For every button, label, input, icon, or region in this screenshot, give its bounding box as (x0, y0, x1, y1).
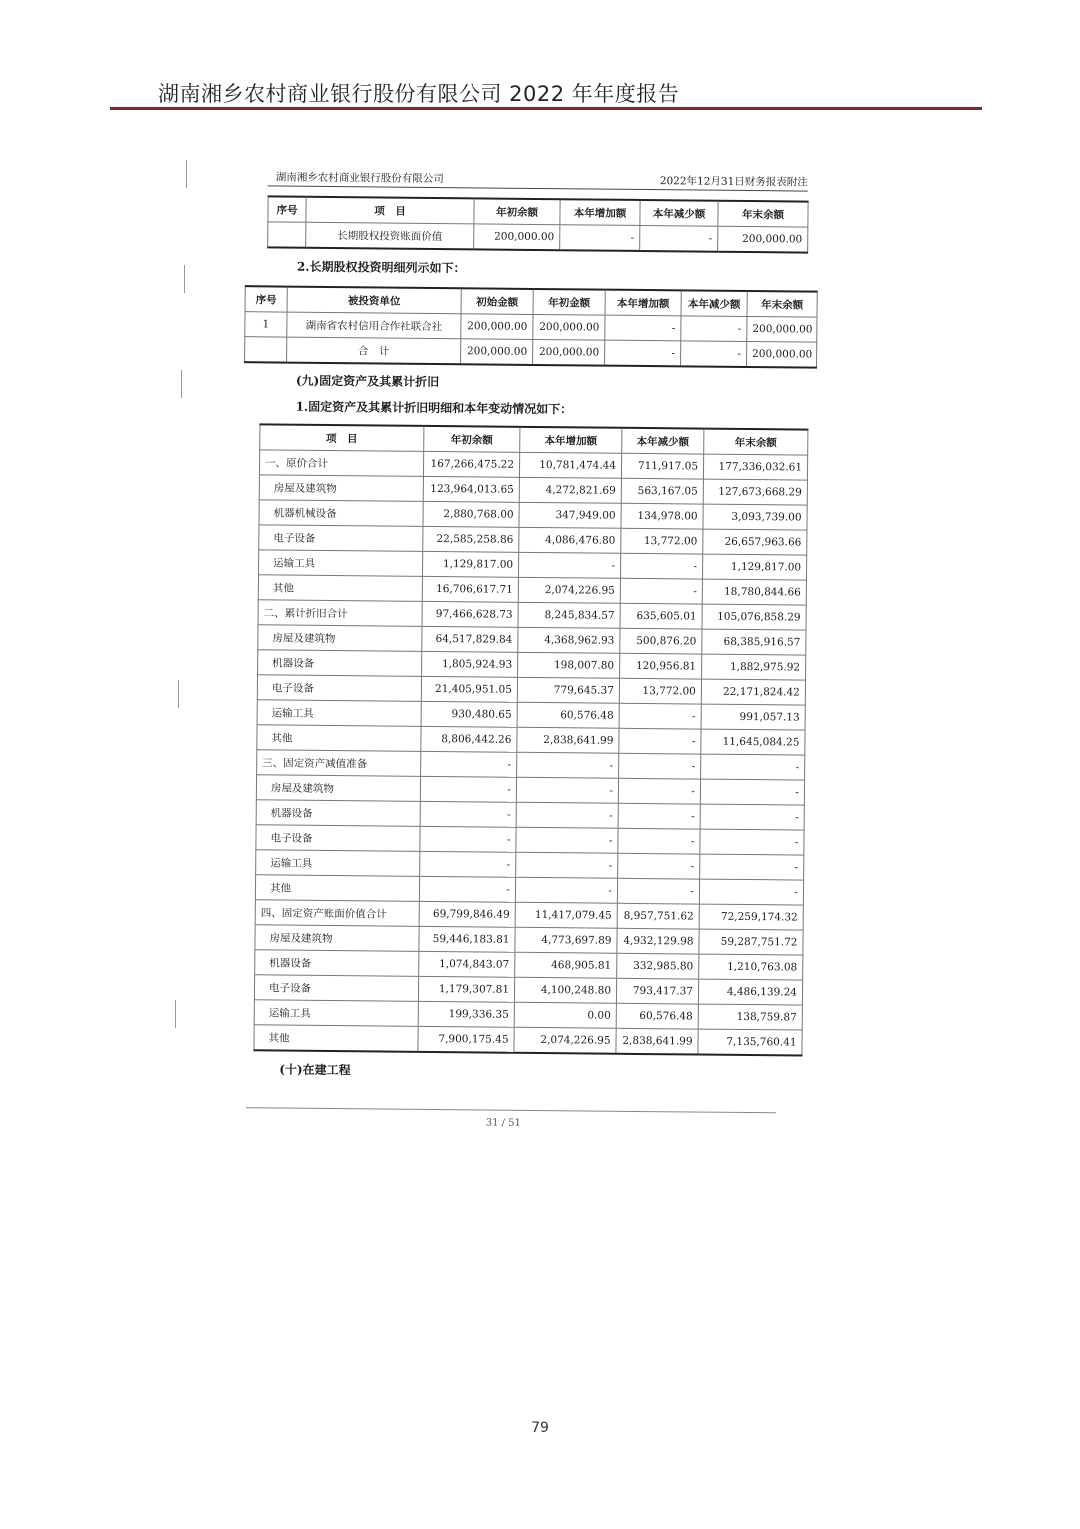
table-cell: 1,129,817.00 (702, 554, 806, 580)
table-cell: 合 计 (287, 337, 461, 364)
table-row (268, 222, 808, 253)
table-cell: 电子设备 (254, 975, 418, 1002)
scan-edge-mark (175, 1000, 176, 1028)
table-cell: - (420, 851, 516, 877)
table-cell: 69,799,846.49 (419, 901, 515, 927)
table-cell: 563,167.05 (621, 478, 703, 504)
table-cell: - (605, 340, 681, 366)
table-cell: 7,900,175.45 (418, 1026, 514, 1052)
table-cell: 电子设备 (257, 675, 421, 702)
equity-investment-detail-heading: 2.长期股权投资明细列示如下： (296, 259, 466, 276)
table-cell: 793,417.37 (616, 978, 698, 1004)
table-cell: - (640, 225, 718, 251)
table-cell: 1,210,763.08 (699, 954, 803, 980)
table-cell: 房屋及建筑物 (256, 775, 420, 802)
table-row (254, 1025, 802, 1056)
table-cell: 1,074,843.07 (419, 951, 515, 977)
table-cell: - (619, 703, 701, 729)
table-cell: 一、原价合计 (259, 450, 423, 477)
table-cell: 1,129,817.00 (422, 551, 518, 577)
equity-investment-summary-table (267, 195, 808, 253)
report-header-title: 湖南湘乡农村商业银行股份有限公司 2022 年年度报告 (158, 82, 680, 106)
table-cell: 1,805,924.93 (422, 651, 518, 677)
table-cell: 97,466,628.73 (422, 601, 518, 627)
table-cell: - (516, 852, 618, 878)
table-cell: - (516, 827, 618, 853)
table-cell: 2,074,226.95 (514, 1027, 616, 1053)
scan-page-counter: 31 / 51 (485, 1117, 521, 1129)
table-cell: 2,838,641.99 (517, 727, 619, 753)
table-cell: - (700, 854, 804, 880)
table-cell: 其他 (258, 575, 422, 602)
table-cell: - (619, 753, 701, 779)
scan-company-name: 湖南湘乡农村商业银行股份有限公司 (275, 171, 444, 186)
table-cell: 134,978.00 (621, 503, 703, 529)
table-cell: 779,645.37 (517, 677, 619, 703)
table-cell: 房屋及建筑物 (255, 925, 419, 952)
scan-edge-mark (178, 680, 179, 708)
scan-footer-rule (246, 1107, 776, 1113)
table-cell: 22,171,824.42 (701, 679, 805, 705)
table-cell: - (681, 341, 747, 367)
table-cell: 8,957,751.62 (617, 903, 699, 929)
table-cell: - (701, 754, 805, 780)
table-cell: 其他 (257, 725, 421, 752)
table-cell: 59,287,751.72 (699, 929, 803, 955)
column-header: 本年减少额 (640, 200, 718, 226)
table-cell: - (620, 578, 702, 604)
column-header: 初始金额 (461, 288, 533, 314)
table-cell: 运输工具 (256, 850, 420, 877)
header-rule (110, 107, 982, 110)
table-cell: 72,259,174.32 (699, 904, 803, 930)
table-cell: - (700, 804, 804, 830)
table-cell: 59,446,183.81 (419, 926, 515, 952)
table-cell: 199,336.35 (418, 1001, 514, 1027)
table-cell: - (421, 751, 517, 777)
scan-report-period: 2022年12月31日财务报表附注 (659, 175, 808, 189)
table-cell: - (420, 826, 516, 852)
table-cell: 200,000.00 (461, 314, 533, 340)
column-header: 项 目 (306, 197, 474, 224)
table-cell: 13,772.00 (619, 678, 701, 704)
table-cell: 7,135,760.41 (698, 1029, 802, 1055)
table-cell: 4,086,476.80 (519, 527, 621, 553)
table-cell: - (419, 876, 515, 902)
table-cell: 60,576.48 (517, 702, 619, 728)
table-cell: - (605, 315, 681, 341)
table-cell: 21,405,951.05 (421, 676, 517, 702)
table-cell: 18,780,844.66 (702, 579, 806, 605)
table-cell: 11,645,084.25 (701, 729, 805, 755)
table-cell: 200,000.00 (533, 314, 605, 340)
column-header: 年末余额 (747, 291, 817, 317)
column-header: 本年增加额 (605, 290, 681, 316)
table-cell: - (518, 552, 620, 578)
table-cell: 其他 (255, 875, 419, 902)
column-header: 本年减少额 (681, 290, 747, 316)
column-header: 年初余额 (474, 198, 560, 224)
section-heading-fixed-assets: (九)固定资产及其累计折旧 (295, 373, 440, 390)
table-cell: 16,706,617.71 (422, 576, 518, 602)
table-cell: - (560, 225, 640, 251)
table-cell: 湖南省农村信用合作社联合社 (287, 312, 461, 339)
table-cell: 运输工具 (259, 550, 423, 577)
table-cell: 8,245,834.57 (518, 602, 620, 628)
table-cell: - (700, 829, 804, 855)
table-cell: 635,605.01 (620, 603, 702, 629)
table-cell: 60,576.48 (616, 1003, 698, 1029)
table-cell: 347,949.00 (519, 502, 621, 528)
column-header: 序号 (245, 286, 287, 312)
table-cell: 991,057.13 (701, 704, 805, 730)
scan-edge-mark (184, 265, 185, 293)
column-header: 序号 (268, 196, 306, 222)
table-cell: 711,917.05 (621, 453, 703, 479)
table-cell: 电子设备 (259, 525, 423, 552)
column-header: 年末余额 (704, 429, 808, 455)
table-cell: 10,781,474.44 (519, 452, 621, 478)
scan-edge-mark (186, 160, 187, 188)
table-cell: - (517, 752, 619, 778)
table-cell: 64,517,829.84 (422, 626, 518, 652)
column-header: 年初余额 (424, 426, 520, 452)
table-cell: 120,956.81 (620, 653, 702, 679)
table-cell: 机器机械设备 (259, 500, 423, 527)
table-cell: 68,385,916.57 (702, 629, 806, 655)
table-cell: 房屋及建筑物 (258, 625, 422, 652)
table-cell: 13,772.00 (621, 528, 703, 554)
table-cell: 8,806,442.26 (421, 726, 517, 752)
column-header: 本年增加额 (520, 427, 622, 453)
table-cell: 2,838,641.99 (616, 1028, 698, 1054)
table-cell: 机器设备 (255, 950, 419, 977)
column-header: 本年增加额 (560, 199, 640, 225)
fixed-assets-detail-heading: 1.固定资产及其累计折旧明细和本年变动情况如下： (295, 399, 573, 417)
table-cell: 0.00 (514, 1002, 616, 1028)
table-cell: - (516, 802, 618, 828)
table-cell: 500,876.20 (620, 628, 702, 654)
table-cell: 105,076,858.29 (702, 604, 806, 630)
table-row (245, 337, 817, 368)
table-cell: 200,000.00 (747, 316, 817, 342)
table-cell: 运输工具 (257, 700, 421, 727)
table-cell: 200,000.00 (533, 339, 605, 365)
table-cell: 其他 (254, 1025, 418, 1052)
table-cell: 运输工具 (254, 1000, 418, 1027)
table-cell: - (620, 553, 702, 579)
table-cell: 1 (245, 312, 287, 337)
table-cell: 房屋及建筑物 (259, 475, 423, 502)
table-cell: - (681, 316, 747, 342)
table-cell: - (617, 878, 699, 904)
table-cell (245, 337, 287, 363)
column-header: 被投资单位 (287, 287, 461, 314)
table-cell: 167,266,475.22 (423, 451, 519, 477)
table-cell: 200,000.00 (747, 341, 817, 367)
table-cell: 22,585,258.86 (423, 526, 519, 552)
table-cell: 长期股权投资账面价值 (306, 222, 474, 249)
table-cell: - (618, 778, 700, 804)
table-cell: 138,759.87 (698, 1004, 802, 1030)
table-cell: 四、固定资产账面价值合计 (255, 900, 419, 927)
fixed-assets-table (253, 423, 808, 1056)
table-cell: - (618, 853, 700, 879)
column-header: 年末余额 (718, 201, 808, 227)
table-cell: - (420, 801, 516, 827)
table-cell: 4,773,697.89 (515, 927, 617, 953)
section-heading-construction: (十)在建工程 (279, 1062, 351, 1078)
table-cell: 3,093,739.00 (703, 504, 807, 530)
table-cell: 二、累计折旧合计 (258, 600, 422, 627)
table-cell: - (515, 877, 617, 903)
table-cell: - (618, 828, 700, 854)
table-cell: 123,964,013.65 (423, 476, 519, 502)
table-cell: - (516, 777, 618, 803)
table-cell: - (699, 879, 803, 905)
table-cell: 200,000.00 (461, 339, 533, 365)
table-cell: 4,932,129.98 (617, 928, 699, 954)
table-cell: 200,000.00 (474, 224, 560, 250)
table-cell: 2,880,768.00 (423, 501, 519, 527)
column-header: 本年减少额 (622, 428, 704, 454)
table-cell: 电子设备 (256, 825, 420, 852)
table-cell: 930,480.65 (421, 701, 517, 727)
table-cell: 332,985.80 (617, 953, 699, 979)
table-cell: 200,000.00 (718, 226, 808, 252)
table-cell: 4,272,821.69 (519, 477, 621, 503)
table-cell (268, 222, 306, 248)
scanned-page (231, 157, 840, 1138)
table-cell: 198,007.80 (518, 652, 620, 678)
scan-edge-mark (181, 370, 182, 398)
table-cell: 26,657,963.66 (703, 529, 807, 555)
table-cell: - (618, 803, 700, 829)
table-cell: 4,368,962.93 (518, 627, 620, 653)
page-number: 79 (531, 1420, 549, 1436)
table-cell: 机器设备 (256, 800, 420, 827)
table-cell: 机器设备 (258, 650, 422, 677)
table-cell: 三、固定资产减值准备 (257, 750, 421, 777)
table-cell: - (619, 728, 701, 754)
column-header: 项 目 (260, 424, 424, 451)
table-cell: 4,100,248.80 (514, 977, 616, 1003)
table-cell: 177,336,032.61 (703, 454, 807, 480)
table-cell: 468,905.81 (515, 952, 617, 978)
table-cell: 4,486,139.24 (698, 979, 802, 1005)
table-cell: 1,179,307.81 (418, 976, 514, 1002)
table-cell: 11,417,079.45 (515, 902, 617, 928)
equity-investment-detail-table (244, 285, 818, 368)
table-cell: - (420, 776, 516, 802)
column-header: 年初金额 (533, 289, 605, 315)
table-cell: 1,882,975.92 (702, 654, 806, 680)
table-cell: 127,673,668.29 (703, 479, 807, 505)
table-cell: - (700, 779, 804, 805)
table-cell: 2,074,226.95 (518, 577, 620, 603)
